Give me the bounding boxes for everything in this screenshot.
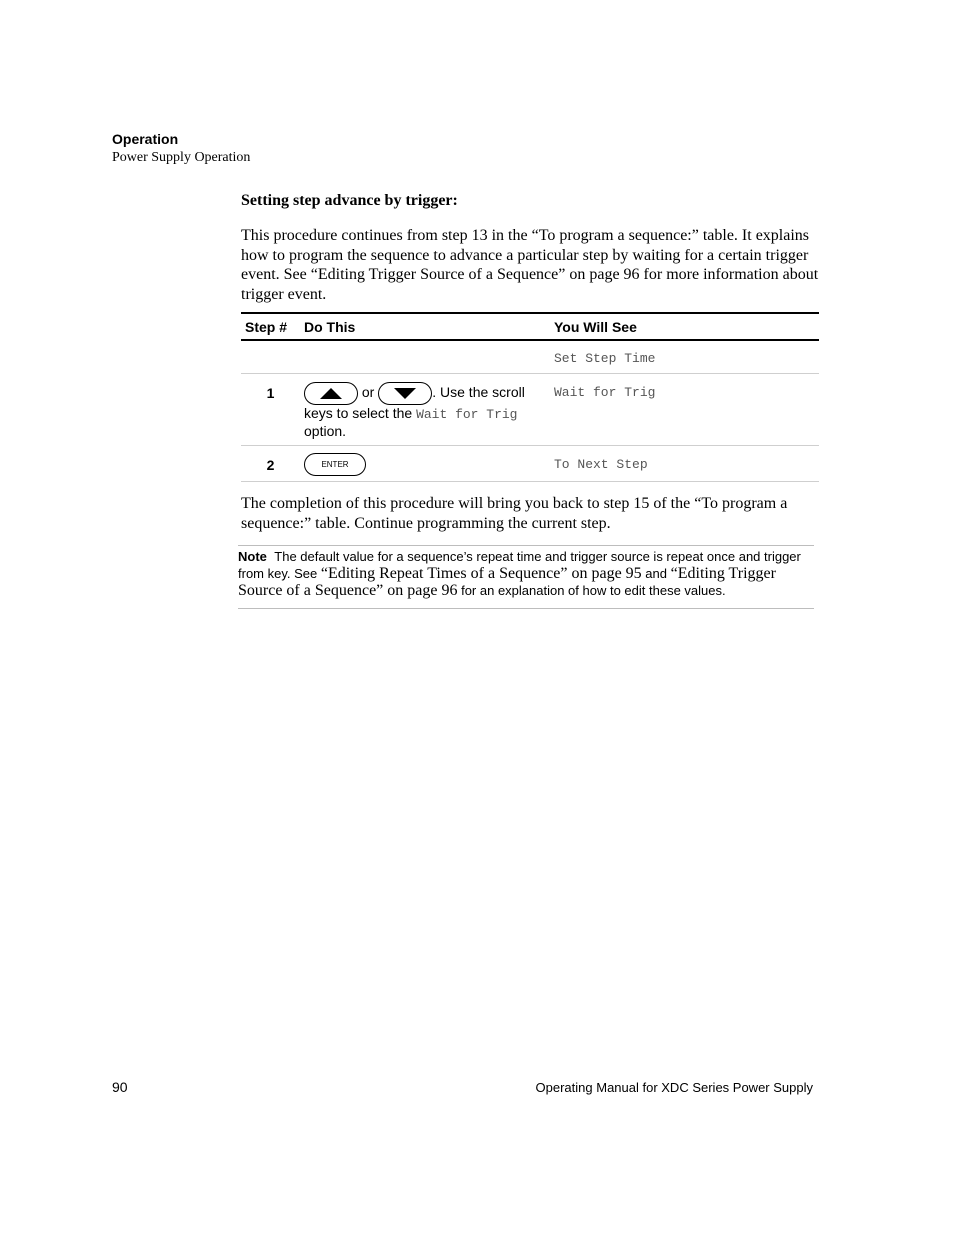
step-number: 1: [241, 374, 300, 446]
up-arrow-key-icon: [304, 382, 358, 405]
enter-key-icon: ENTER: [304, 453, 366, 476]
note-reference: “Editing Repeat Times of a Sequence” on page 95: [320, 565, 642, 582]
step-number: [241, 340, 300, 374]
procedure-title: Setting step advance by trigger:: [241, 192, 458, 209]
option-text: Wait for Trig: [416, 407, 518, 422]
table-row: [241, 340, 819, 374]
note-text: The default value for a sequence’s repeat time and trigger source is repeat once and trigger from key. See: [238, 549, 801, 581]
table-header-row: [241, 313, 819, 340]
step-number: 2: [241, 446, 300, 482]
note-text: and: [645, 566, 667, 581]
down-arrow-key-icon: [378, 382, 432, 405]
do-this-cell: [300, 374, 550, 446]
table-row: [241, 374, 819, 446]
header-subsection-title: Power Supply Operation: [112, 150, 251, 165]
note-label: Note: [238, 549, 267, 564]
steps-table: [241, 312, 819, 482]
header-step: Step #: [241, 313, 300, 340]
or-text: or: [361, 384, 375, 401]
display-text: To Next Step: [554, 457, 648, 472]
page-number: 90: [112, 1079, 128, 1095]
table-row: [241, 446, 819, 482]
do-this-cell: [300, 446, 550, 482]
procedure-conclusion: The completion of this procedure will bring you back to step 15 of the “To program a sequence:” table. Continue programming the current step.: [241, 495, 788, 532]
instruction-text-end: option.: [304, 423, 347, 439]
you-will-see-cell: [550, 340, 819, 374]
manual-title: Operating Manual for XDC Series Power Supply: [535, 1080, 813, 1095]
procedure-intro: This procedure continues from step 13 in the “To program a sequence:” table. It explains how to program the sequence to advance a particular step by waiting for a certain trigger event. See “Editing Trigger Source of a Sequence” on page 96 for more information about trigger event.: [241, 227, 819, 303]
header-section-title: Operation: [112, 131, 179, 147]
display-text: Set Step Time: [554, 351, 656, 366]
note-text: for an explanation of how to edit these values.: [461, 583, 726, 598]
instruction-text: . Use the scroll keys to select the: [304, 384, 525, 421]
you-will-see-cell: [550, 446, 819, 482]
header-you-will-see: You Will See: [550, 313, 819, 340]
note-reference: “Editing Trigger Source of a Sequence” on page 96: [238, 565, 776, 599]
note-box: [238, 545, 814, 609]
display-text: Wait for Trig: [554, 385, 656, 400]
you-will-see-cell: [550, 374, 819, 446]
do-this-cell: [300, 340, 550, 374]
header-do-this: Do This: [300, 313, 550, 340]
